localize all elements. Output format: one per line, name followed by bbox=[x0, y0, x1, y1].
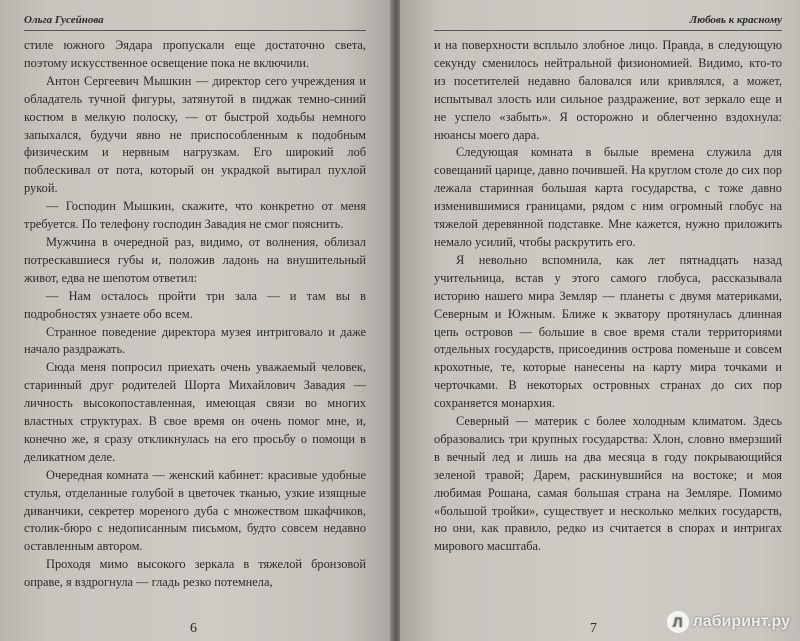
running-head-author: Ольга Гусейнова bbox=[24, 14, 366, 31]
right-page-text bbox=[434, 37, 782, 556]
paragraph: Проходя мимо высокого зеркала в тяжелой бронзовой оправе, я вздрогнула — гладь резко потемнела, bbox=[24, 557, 366, 590]
paragraph: Мужчина в очередной раз, видимо, от волнения, облизал потрескавшиеся губы и, положив ладонь на внушительный живот, едва не шепотом ответил: bbox=[24, 234, 366, 285]
watermark bbox=[667, 611, 790, 633]
paragraph: Очередная комната — женский кабинет: красивые удобные стулья, отделанные голубой в цветочек тканью, узкие изящные диванчики, секретер мореного дуба с множеством шкафчиков, столик-бюро с недописанным письмом, будто совсем недавно оставленным автором. bbox=[24, 467, 366, 554]
paragraph: Северный — материк с более холодным климатом. Здесь образовались три крупных государства: Хлон, словно вмерзший в вечный лед и лишь на два месяца в году покрывающийся зеленой травой; Дарем, раскинувшийся на востоке; и моя любимая Рошана, самая большая страна на Земляре. Помимо «большой тройки», существует и несколько мелких государств, но они, как правило, редко из считается в спорах и интригах мирового масштаба. bbox=[434, 414, 782, 554]
paragraph: Странное поведение директора музея интриговало и даже начало раздражать. bbox=[24, 324, 366, 357]
left-page bbox=[0, 0, 392, 641]
paragraph: стиле южного Эядара пропускали еще достаточно света, поэтому искусственное освещение пока не включили. bbox=[24, 38, 366, 70]
watermark-text: лабиринт.ру bbox=[692, 613, 790, 630]
left-page-text bbox=[24, 37, 366, 592]
labirint-logo-icon: Л bbox=[667, 611, 689, 633]
paragraph: Я невольно вспомнила, как лет пятнадцать назад учительница, встав у этого самого глобуса, рассказывала историю нашего мира Земляр — планеты с двумя материками, Северным и Южным. Ближе к экватору протянулась длинная цепь островов — большие в свое время стали территориями отдельных государств, присоединив острова поменьше и совсем крохотные, те, которые нанесены на карту мира точками и черточками. В некоторых островных странах до сих пор сохраняется монархия. bbox=[434, 252, 782, 411]
paragraph: — Нам осталось пройти три зала — и там вы в подробностях узнаете обо всем. bbox=[24, 288, 366, 321]
paragraph: Антон Сергеевич Мышкин — директор сего учреждения и обладатель тучной фигуры, затянутой в пиджак темно-синий костюм в мелкую полоску, — от быстрой ходьбы немного запыхался, будучи явно не приспособленным к подобным физическим и нервным нагрузкам. Его широкий лоб поблескивал от пота, который он украдкой вытирал пухлой рукой. bbox=[24, 73, 366, 196]
paragraph: Следующая комната в былые времена служила для совещаний царице, давно почившей. На круглом столе до сих пор лежала старинная большая карта государства, с тоже давно изменившимися границами, рядом с ним огромный глобус на тяжелой деревянной подставке. Мне кажется, нужно приложить немало усилий, чтобы раскрутить его. bbox=[434, 145, 782, 249]
paragraph: Сюда меня попросил приехать очень уважаемый человек, старинный друг родителей Шорта Михайлович Завадия — личность высокопоставленная, имеющая связи во многих властных структурах. В свое время он очень помог мне, и, конечно же, я сразу откликнулась на его просьбу о помощи в деликатном деле. bbox=[24, 360, 366, 464]
page-number: 7 bbox=[590, 621, 597, 636]
paragraph: — Господин Мышкин, скажите, что конкретно от меня требуется. По телефону господин Завадия не смог пояснить. bbox=[24, 199, 366, 232]
page-number: 6 bbox=[190, 621, 197, 636]
running-head-title: Любовь к красному bbox=[434, 14, 782, 31]
paragraph: и на поверхности всплыло злобное лицо. Правда, в следующую секунду сменилось нейтральной физиономией. Видимо, кто-то из посетителей недавно баловался или кривлялся, а может, испытывал злость или сильное раздражение, вот зеркало еще и не успело «забыть». Я осторожно и облегченно вздохнула: нюансы моего дара. bbox=[434, 38, 782, 142]
right-page bbox=[400, 0, 800, 641]
